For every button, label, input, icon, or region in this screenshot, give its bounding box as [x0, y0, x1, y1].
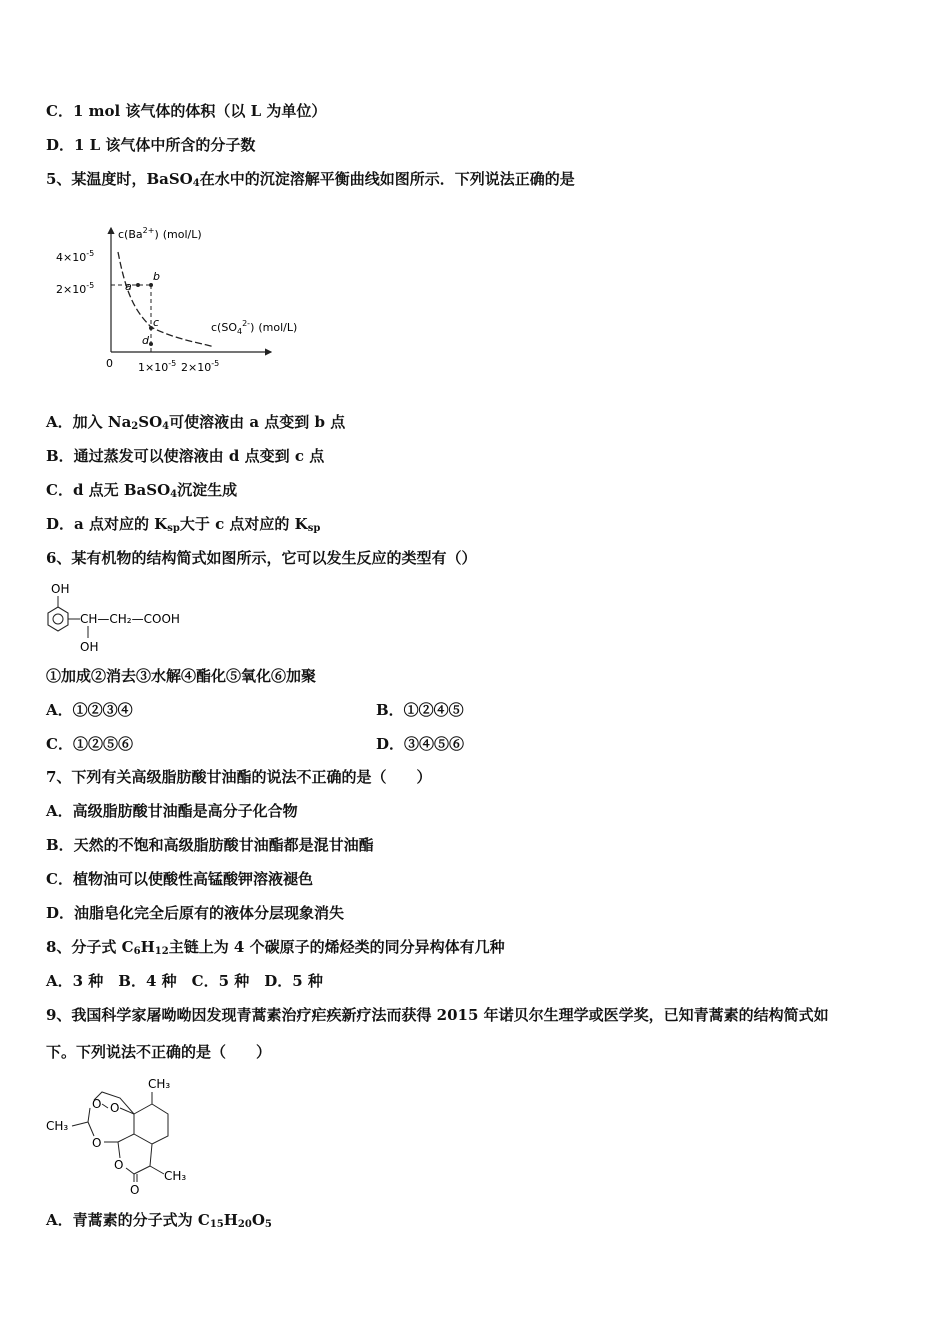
q7-option-b: B．天然的不饱和高级脂肪酸甘油酯都是混甘油酯 [46, 836, 374, 854]
q6-option-c: C．①②⑤⑥ [46, 735, 133, 753]
point-b-label: b [153, 270, 160, 283]
bond [118, 1134, 134, 1142]
point-a [136, 283, 140, 287]
q6-option-a: A．①②③④ [46, 701, 133, 719]
q9-option-a: A．青蒿素的分子式为 $C_{15}H_{20}O_5$ [46, 1211, 272, 1230]
methyl-right: CH₃ [164, 1169, 187, 1183]
q9-stem-line2: 下。下列说法不正确的是（ ） [46, 1043, 272, 1061]
bond [118, 1142, 120, 1158]
q6-reaction-types: ①加成②消去③水解④酯化⑤氧化⑥加聚 [46, 667, 317, 685]
q5-option-d: D．a 点对应的 $K_{sp}$大于 c 点对应的 $K_{sp}$ [46, 515, 321, 534]
q6-option-b: B．①②④⑤ [376, 701, 464, 719]
bond [72, 1122, 88, 1126]
side-chain: CH—CH₂—COOH [80, 612, 180, 626]
x-tick-label: 0 [106, 357, 113, 370]
organic-structure-q6 [44, 580, 194, 656]
benzene-ring [48, 607, 68, 631]
q4-option-c: C．1 mol 该气体的体积（以 L 为单位） [46, 102, 327, 120]
q7-stem: 7、下列有关高级脂肪酸甘油酯的说法不正确的是（ ） [46, 768, 432, 786]
peroxide-o1: O [110, 1101, 120, 1115]
point-c-label: c [153, 316, 160, 329]
bond [150, 1144, 152, 1166]
x-axis-label: $c(SO_4^{2-})$ (mol/L) [211, 319, 298, 336]
ring-fused [134, 1104, 152, 1144]
solubility-curve-chart [56, 218, 326, 378]
q8-stem: 8、分子式 $C_6H_{12}$主链上为 4 个碳原子的烯烃类的同分异构体有几种 [46, 938, 505, 957]
q8-options: A．3 种 B．4 种 C．5 种 D．5 种 [46, 972, 323, 990]
point-d [149, 342, 153, 346]
methyl-left: CH₃ [46, 1119, 69, 1133]
q9-stem-line1: 9、我国科学家屠呦呦因发现青蒿素治疗疟疾新疗法而获得 2015 年诺贝尔生理学或医学奖，已知青蒿素的结构简式如 [46, 1006, 829, 1024]
carbonyl-o: O [130, 1183, 140, 1197]
ring-o3: O [92, 1136, 102, 1150]
oh-group-bottom: OH [80, 640, 99, 654]
solubility-curve [118, 252, 214, 347]
methyl-top: CH₃ [148, 1077, 171, 1091]
q5-option-b: B．通过蒸发可以使溶液由 d 点变到 c 点 [46, 447, 325, 465]
x-tick-label: $1\times 10^{-5}$ [138, 359, 177, 374]
point-b [149, 283, 153, 287]
q7-option-a: A．高级脂肪酸甘油酯是高分子化合物 [46, 802, 298, 820]
q5-option-a: A．加入 $Na_2SO_4$可使溶液由 a 点变到 b 点 [46, 413, 346, 432]
artemisinin-structure [44, 1074, 204, 1198]
bond [126, 1168, 134, 1174]
bond [88, 1122, 94, 1136]
x-tick-label: $2\times 10^{-5}$ [181, 359, 220, 374]
q4-option-d: D．1 L 该气体中所含的分子数 [46, 136, 256, 154]
ring-right [152, 1104, 168, 1144]
lactone-o4: O [114, 1158, 124, 1172]
q5-stem: 5、某温度时，BaSO$_4$在水中的沉淀溶解平衡曲线如图所示．下列说法正确的是 [46, 170, 575, 189]
point-d-label: d [142, 334, 149, 347]
q6-option-d: D．③④⑤⑥ [376, 735, 465, 753]
point-a-label: a [125, 280, 132, 293]
peroxide-o2: O [92, 1097, 102, 1111]
q7-option-d: D．油脂皂化完全后原有的液体分层现象消失 [46, 904, 345, 922]
bond [134, 1166, 150, 1174]
oh-group-top: OH [51, 582, 70, 596]
benzene-ring-circle [53, 614, 63, 624]
y-tick-label: $4\times 10^{-5}$ [56, 249, 95, 264]
bond [102, 1104, 108, 1108]
q6-stem: 6、某有机物的结构简式如图所示，它可以发生反应的类型有（） [46, 549, 477, 567]
y-tick-label: $2\times 10^{-5}$ [56, 281, 95, 296]
y-axis-label: $c(Ba^{2+})$ (mol/L) [118, 226, 202, 241]
bond [88, 1108, 90, 1122]
q5-option-c: C．d 点无 BaSO$_4$沉淀生成 [46, 481, 238, 500]
bond [150, 1166, 164, 1174]
q7-option-c: C．植物油可以使酸性高锰酸钾溶液褪色 [46, 870, 313, 888]
